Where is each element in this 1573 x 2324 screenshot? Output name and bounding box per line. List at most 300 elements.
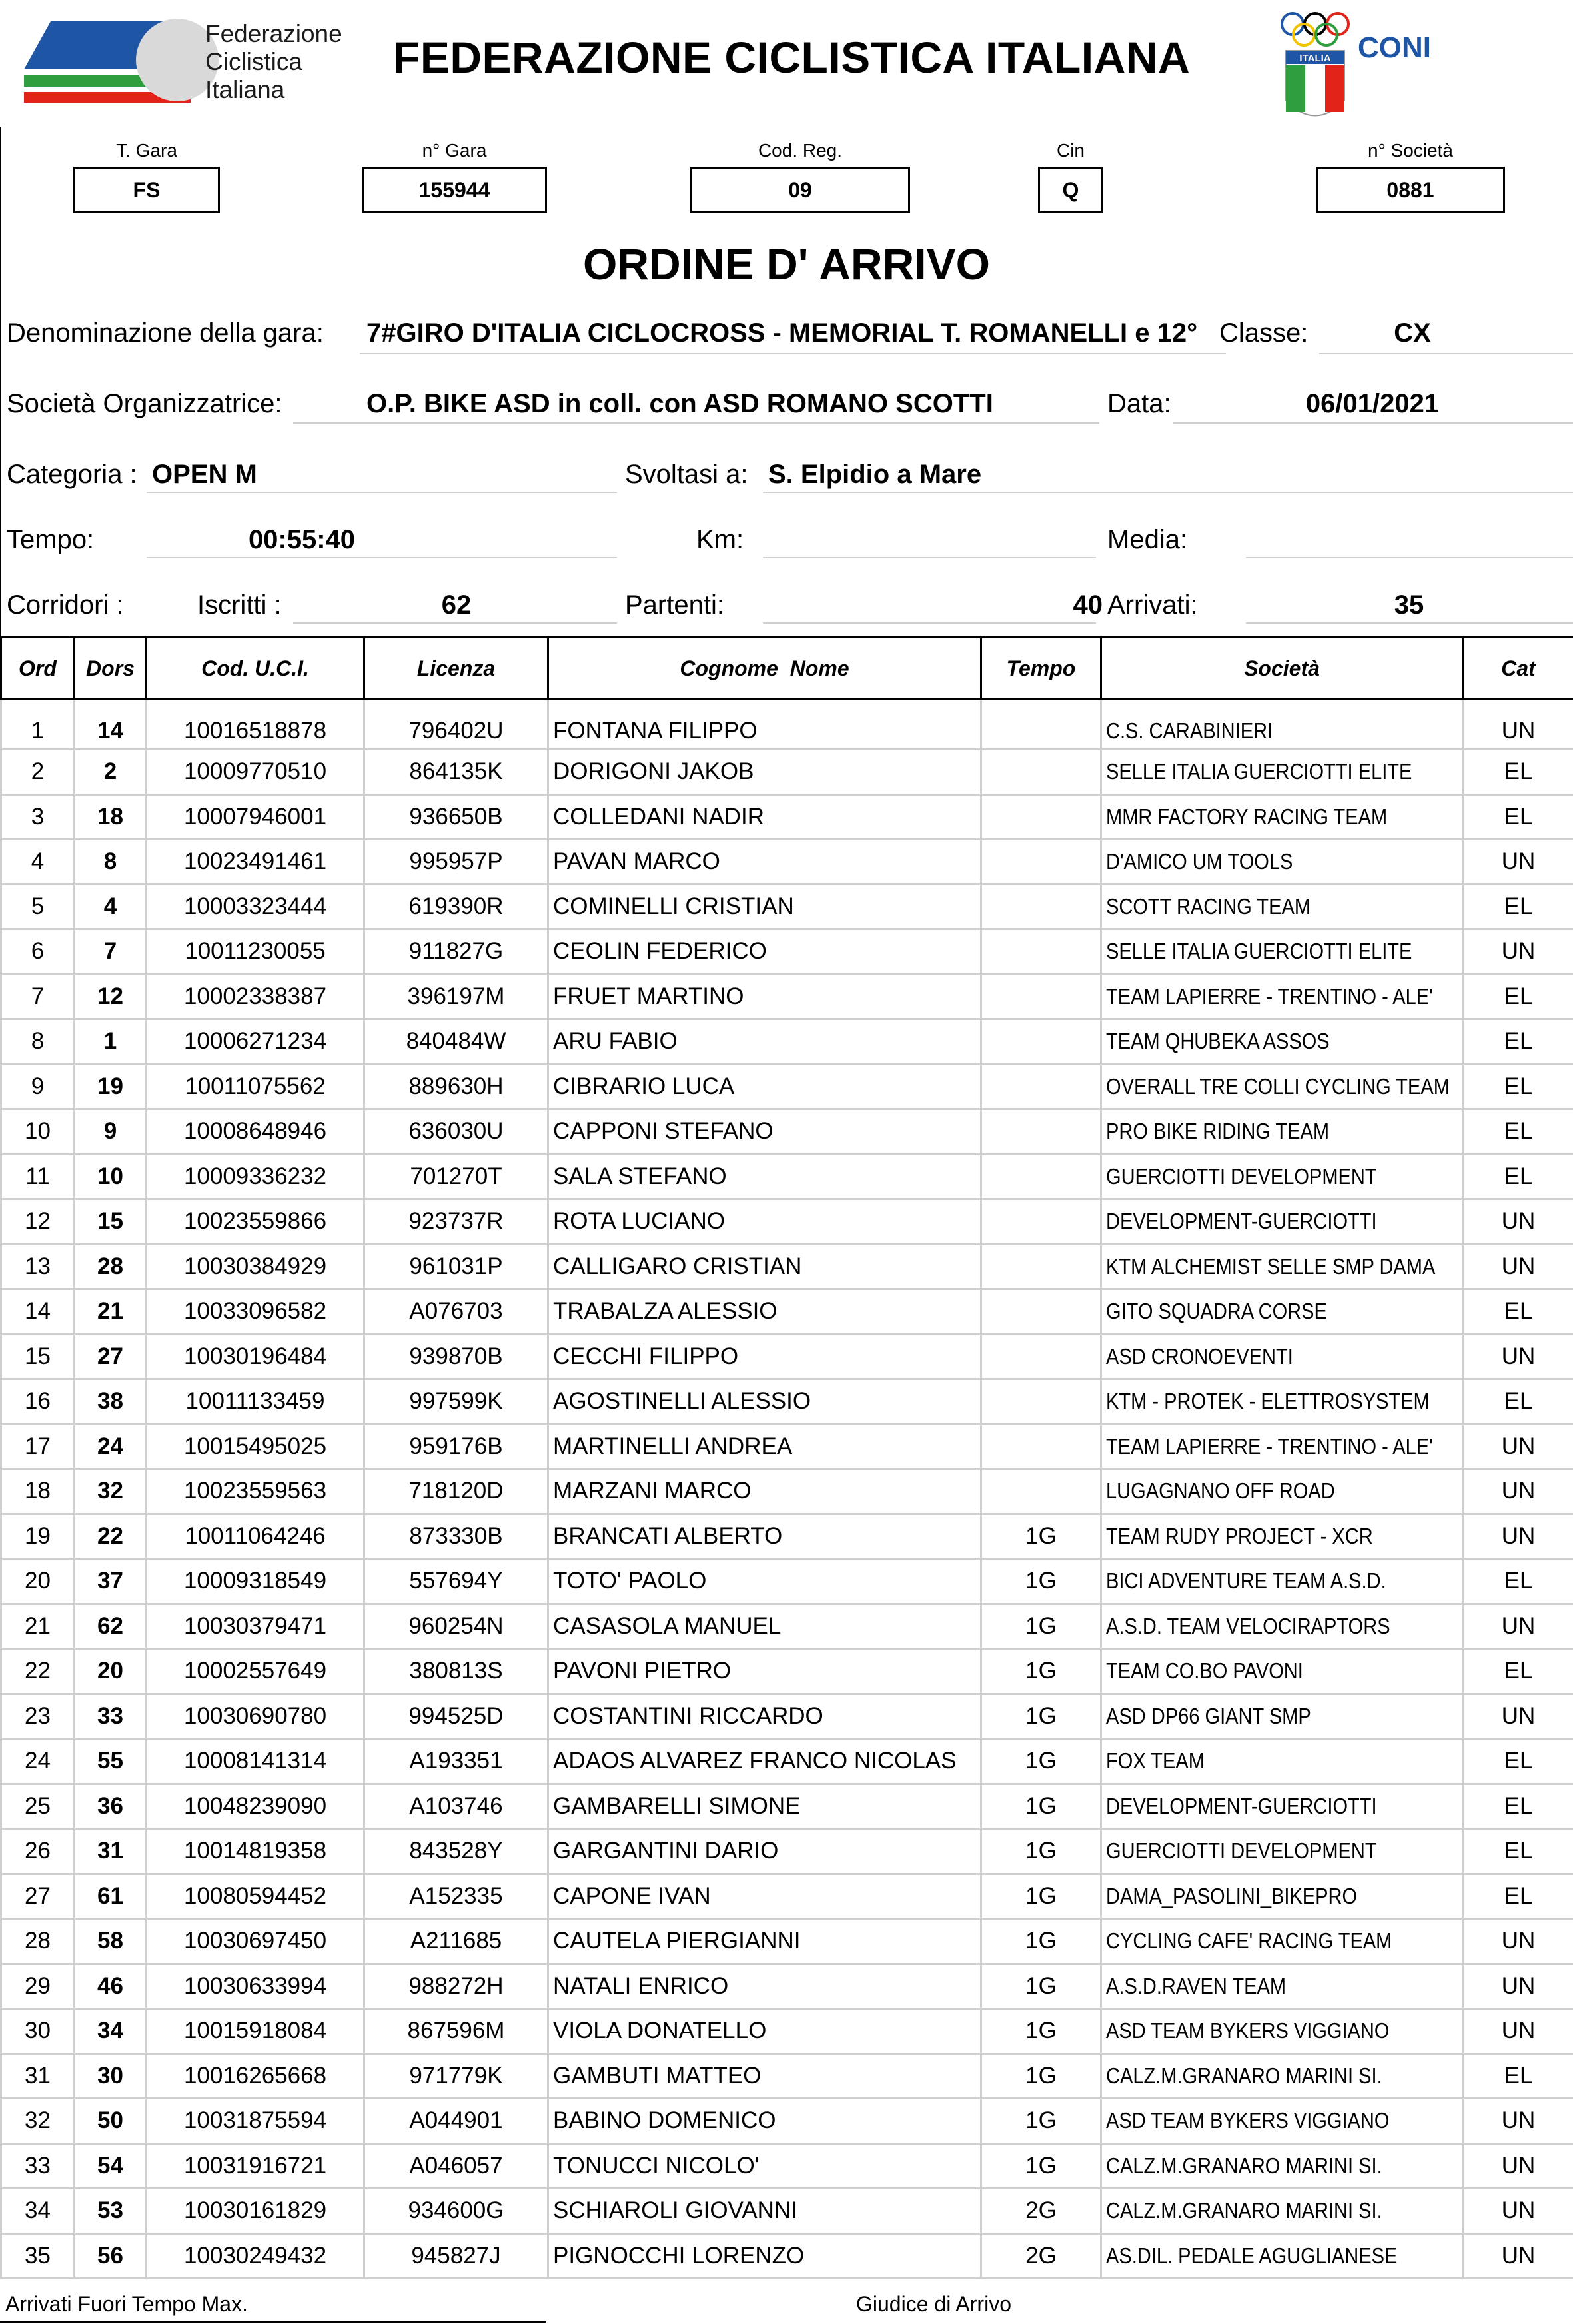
table-row	[1, 1469, 1573, 1514]
cell-name-text: COMINELLI CRISTIAN	[553, 893, 794, 919]
cell-ord-text: 22	[25, 1658, 51, 1684]
coni-shield-text: ITALIA	[1299, 53, 1331, 64]
cell-tempo	[981, 700, 1101, 750]
cell-licenza-text: 864135K	[409, 758, 503, 785]
cell-ord	[1, 1244, 75, 1289]
cell-name-text: ARU FABIO	[553, 1028, 678, 1055]
cell-tempo	[981, 1424, 1101, 1469]
cell-licenza-text: A044901	[409, 2107, 503, 2134]
cell-cat-text: EL	[1504, 1838, 1533, 1864]
data-value: 06/01/2021	[1305, 389, 1440, 418]
cell-cod-uci	[147, 884, 364, 929]
cell-societa	[1101, 2099, 1463, 2144]
cell-licenza-text: 873330B	[409, 1522, 503, 1549]
cell-dors-text: 46	[97, 1972, 123, 1999]
cell-licenza	[364, 1019, 548, 1065]
cell-licenza-text: A152335	[409, 1882, 503, 1909]
cell-dors	[75, 974, 147, 1019]
cell-name	[548, 750, 981, 795]
cell-ord-text: 24	[25, 1748, 51, 1774]
cell-licenza-text: A193351	[409, 1748, 503, 1774]
logo-line-3: Italiana	[205, 76, 285, 103]
cell-cat	[1463, 1559, 1573, 1604]
cell-societa-text: TEAM LAPIERRE - TRENTINO - ALE'	[1106, 1433, 1433, 1458]
cell-name-text: BABINO DOMENICO	[553, 2107, 776, 2134]
cell-licenza-text: 945827J	[411, 2242, 501, 2269]
cell-societa	[1101, 1784, 1463, 1829]
cell-cod-uci	[147, 794, 364, 840]
societa-underline	[293, 422, 1099, 424]
cell-cat	[1463, 840, 1573, 885]
table-row	[1, 1289, 1573, 1335]
cell-cod-uci-text: 10016265668	[183, 2062, 327, 2089]
cell-societa	[1101, 974, 1463, 1019]
table-row	[1, 2053, 1573, 2099]
categoria-value: OPEN M	[152, 460, 257, 489]
cell-name-text: CALLIGARO CRISTIAN	[553, 1253, 802, 1279]
cell-tempo-text: 1G	[1025, 2062, 1057, 2089]
table-row	[1, 1019, 1573, 1065]
cell-licenza	[364, 700, 548, 750]
cell-ord-text: 4	[31, 848, 45, 875]
cell-tempo	[981, 1109, 1101, 1155]
cell-dors-text: 54	[97, 2152, 123, 2179]
cell-licenza	[364, 2233, 548, 2279]
cell-cat	[1463, 1379, 1573, 1425]
cell-societa-text: GUERCIOTTI DEVELOPMENT	[1106, 1838, 1377, 1864]
cell-name-text: PIGNOCCHI LORENZO	[553, 2242, 805, 2269]
cell-name-text: TOTO' PAOLO	[553, 1568, 707, 1594]
cell-licenza	[364, 1559, 548, 1604]
cell-ord	[1, 1964, 75, 2009]
cell-societa-text: A.S.D.RAVEN TEAM	[1106, 1973, 1287, 1998]
cell-tempo	[981, 1604, 1101, 1649]
cell-dors	[75, 1874, 147, 1919]
table-row	[1, 1829, 1573, 1874]
cell-societa-text: DAMA_PASOLINI_BIKEPRO	[1106, 1883, 1358, 1908]
cell-tempo-text: 1G	[1025, 1792, 1057, 1819]
cell-name	[548, 1964, 981, 2009]
cell-cod-uci	[147, 750, 364, 795]
iscritti-value: 62	[441, 590, 472, 620]
cell-licenza-text: 889630H	[408, 1073, 504, 1099]
cell-cod-uci-text: 10030384929	[183, 1253, 327, 1279]
cell-licenza-text: 923737R	[408, 1208, 504, 1235]
cell-cod-uci-text: 10033096582	[183, 1298, 327, 1325]
cell-name-text: CAPPONI STEFANO	[553, 1118, 774, 1145]
cell-name	[548, 1379, 981, 1425]
tempo-underline	[147, 557, 617, 558]
cell-societa	[1101, 700, 1463, 750]
cell-cat-text: EL	[1504, 1568, 1533, 1594]
table-row	[1, 700, 1573, 750]
cell-name	[548, 1874, 981, 1919]
cell-cod-uci-text: 10023559563	[183, 1478, 327, 1504]
cell-ord	[1, 2233, 75, 2279]
cell-licenza-text: 557694Y	[409, 1568, 503, 1594]
cell-ord-text: 12	[25, 1208, 51, 1235]
table-row	[1, 794, 1573, 840]
cell-dors-text: 18	[97, 803, 123, 830]
cell-licenza	[364, 1874, 548, 1919]
cell-societa-text: PRO BIKE RIDING TEAM	[1106, 1119, 1330, 1144]
cell-ord	[1, 794, 75, 840]
cell-cat	[1463, 2099, 1573, 2144]
arrivati-label: Arrivati:	[1107, 590, 1198, 620]
cell-cod-uci	[147, 1064, 364, 1109]
cell-cat	[1463, 2143, 1573, 2189]
cell-name-text: SCHIAROLI GIOVANNI	[553, 2197, 797, 2224]
table-row	[1, 1874, 1573, 1919]
cell-societa	[1101, 1244, 1463, 1289]
cell-societa	[1101, 1514, 1463, 1559]
cell-societa-text: DEVELOPMENT-GUERCIOTTI	[1106, 1793, 1377, 1818]
cell-name	[548, 1919, 981, 1964]
cell-tempo	[981, 884, 1101, 929]
cell-societa	[1101, 2053, 1463, 2099]
cell-societa	[1101, 1964, 1463, 2009]
cell-ord	[1, 1199, 75, 1245]
table-row	[1, 884, 1573, 929]
table-row	[1, 1199, 1573, 1245]
cell-cat	[1463, 1829, 1573, 1874]
cin-label: Cin	[1056, 140, 1085, 161]
table-row	[1, 1109, 1573, 1155]
cell-tempo	[981, 2099, 1101, 2144]
cell-dors-text: 19	[97, 1073, 123, 1099]
cell-cat	[1463, 1964, 1573, 2009]
cell-cod-uci-text: 10007946001	[183, 803, 327, 830]
cell-licenza-text: 934600G	[408, 2197, 504, 2224]
cell-name-text: TRABALZA ALESSIO	[553, 1298, 778, 1325]
cell-societa-text: GITO SQUADRA CORSE	[1106, 1299, 1327, 1324]
cell-societa	[1101, 840, 1463, 885]
cell-licenza	[364, 1289, 548, 1335]
cell-societa	[1101, 1469, 1463, 1514]
table-row	[1, 2233, 1573, 2279]
cell-dors-text: 58	[97, 1928, 123, 1954]
cell-cod-uci-text: 10016518878	[183, 718, 327, 744]
cell-societa	[1101, 1109, 1463, 1155]
cell-dors	[75, 1649, 147, 1694]
cell-dors	[75, 1154, 147, 1199]
fci-logo-text	[205, 20, 342, 104]
cell-cod-uci-text: 10031875594	[183, 2107, 327, 2134]
cell-licenza-text: 936650B	[409, 803, 503, 830]
cell-cod-uci-text: 10002338387	[183, 983, 327, 1009]
cell-cod-uci-text: 10006271234	[183, 1028, 327, 1055]
categoria-label: Categoria :	[7, 460, 137, 489]
cell-dors-text: 27	[97, 1343, 123, 1369]
cell-societa	[1101, 750, 1463, 795]
cell-societa-text: ASD CRONOEVENTI	[1106, 1343, 1293, 1369]
cell-name-text: NATALI ENRICO	[553, 1972, 729, 1999]
logo-line-2: Ciclistica	[205, 48, 302, 75]
cell-cat	[1463, 1199, 1573, 1245]
cell-dors	[75, 1199, 147, 1245]
cell-tempo	[981, 1919, 1101, 1964]
table-row	[1, 1964, 1573, 2009]
document-title: ORDINE D' ARRIVO	[583, 239, 990, 289]
cell-cod-uci-text: 10023491461	[183, 848, 327, 875]
cell-licenza	[364, 794, 548, 840]
cell-tempo	[981, 840, 1101, 885]
cell-societa	[1101, 1199, 1463, 1245]
cell-ord-text: 13	[25, 1253, 51, 1279]
cell-tempo	[981, 2143, 1101, 2189]
cell-name-text: CAUTELA PIERGIANNI	[553, 1928, 801, 1954]
cell-tempo	[981, 1064, 1101, 1109]
cell-name-text: GARGANTINI DARIO	[553, 1838, 779, 1864]
cell-tempo-text: 1G	[1025, 1972, 1057, 1999]
cell-cat-text: EL	[1504, 1882, 1533, 1909]
cell-cat-text: UN	[1501, 2107, 1536, 2134]
cell-ord	[1, 1919, 75, 1964]
cell-tempo	[981, 1334, 1101, 1379]
cell-dors-text: 56	[97, 2242, 123, 2269]
cell-cat	[1463, 2189, 1573, 2234]
cell-cod-uci	[147, 1109, 364, 1155]
cell-cat-text: EL	[1504, 758, 1533, 785]
table-row	[1, 1919, 1573, 1964]
cell-cat	[1463, 1289, 1573, 1335]
cell-societa-text: CALZ.M.GRANARO MARINI SI.	[1106, 2198, 1382, 2223]
cell-name-text: FONTANA FILIPPO	[553, 718, 758, 744]
cell-dors-text: 21	[97, 1298, 123, 1325]
cell-licenza	[364, 1469, 548, 1514]
cell-cod-uci	[147, 929, 364, 975]
denominazione-value: 7#GIRO D'ITALIA CICLOCROSS - MEMORIAL T. ROMANELLI e 12°	[366, 318, 1198, 348]
cell-ord-text: 23	[25, 1702, 51, 1729]
cell-tempo	[981, 1154, 1101, 1199]
cell-name-text: DORIGONI JAKOB	[553, 758, 754, 785]
cell-name	[548, 1334, 981, 1379]
cell-cod-uci	[147, 1289, 364, 1335]
cell-societa-text: ASD TEAM BYKERS VIGGIANO	[1106, 2018, 1390, 2043]
cell-cod-uci	[147, 1649, 364, 1694]
cell-name	[548, 1604, 981, 1649]
cell-tempo	[981, 1244, 1101, 1289]
results-table	[0, 636, 1573, 2279]
cell-tempo	[981, 2189, 1101, 2234]
cell-name-text: CAPONE IVAN	[553, 1882, 711, 1909]
cell-cod-uci	[147, 1379, 364, 1425]
cell-societa	[1101, 1649, 1463, 1694]
cell-dors-text: 2	[103, 758, 117, 785]
cell-licenza	[364, 1829, 548, 1874]
cell-name-text: PAVAN MARCO	[553, 848, 720, 875]
cell-name-text: BRANCATI ALBERTO	[553, 1522, 783, 1549]
cell-ord	[1, 2143, 75, 2189]
cell-societa-text: AS.DIL. PEDALE AGUGLIANESE	[1106, 2243, 1398, 2268]
cell-societa	[1101, 1379, 1463, 1425]
cell-cod-uci	[147, 840, 364, 885]
table-row	[1, 929, 1573, 975]
table-row	[1, 1244, 1573, 1289]
cell-tempo	[981, 1739, 1101, 1784]
cell-dors-text: 37	[97, 1568, 123, 1594]
cell-cod-uci	[147, 2189, 364, 2234]
cell-cat	[1463, 1424, 1573, 1469]
cell-tempo-text: 1G	[1025, 2107, 1057, 2134]
col-header-cat: Cat	[1463, 638, 1573, 700]
cell-name-text: CASASOLA MANUEL	[553, 1612, 782, 1639]
cell-cat	[1463, 2053, 1573, 2099]
cell-cat	[1463, 1244, 1573, 1289]
cell-cod-uci-text: 10009770510	[183, 758, 327, 785]
cell-ord-text: 21	[25, 1612, 51, 1639]
cell-societa	[1101, 884, 1463, 929]
cell-societa-text: MMR FACTORY RACING TEAM	[1106, 804, 1388, 829]
cell-cat-text: EL	[1504, 1792, 1533, 1819]
cell-ord	[1, 1559, 75, 1604]
table-row	[1, 2189, 1573, 2234]
cell-name	[548, 1829, 981, 1874]
cell-tempo	[981, 2009, 1101, 2054]
cell-tempo	[981, 1559, 1101, 1604]
table-row	[1, 840, 1573, 885]
cell-ord-text: 30	[25, 2018, 51, 2044]
cell-societa-text: TEAM LAPIERRE - TRENTINO - ALE'	[1106, 983, 1433, 1009]
cell-name	[548, 929, 981, 975]
cell-licenza-text: 960254N	[408, 1612, 504, 1639]
cell-cat-text: UN	[1501, 1208, 1536, 1235]
cell-cat-text: UN	[1501, 1702, 1536, 1729]
table-row	[1, 1154, 1573, 1199]
cell-licenza-text: 619390R	[408, 893, 504, 919]
cell-dors	[75, 1424, 147, 1469]
cell-societa-text: FOX TEAM	[1106, 1748, 1205, 1774]
cell-cod-uci	[147, 1334, 364, 1379]
cell-tempo	[981, 794, 1101, 840]
cell-ord-text: 5	[31, 893, 45, 919]
cell-licenza	[364, 1109, 548, 1155]
table-row	[1, 2143, 1573, 2189]
cell-licenza-text: 961031P	[409, 1253, 503, 1279]
cell-cat-text: UN	[1501, 1612, 1536, 1639]
cell-societa	[1101, 1289, 1463, 1335]
cell-licenza-text: 380813S	[409, 1658, 503, 1684]
table-body	[1, 700, 1573, 2279]
cell-licenza	[364, 1244, 548, 1289]
denominazione-label: Denominazione della gara:	[7, 318, 324, 348]
cell-cod-uci	[147, 974, 364, 1019]
cell-tempo	[981, 1379, 1101, 1425]
arrivati-underline	[1246, 622, 1573, 624]
cell-cod-uci-text: 10011133459	[185, 1388, 325, 1415]
cell-societa	[1101, 2143, 1463, 2189]
cell-cat-text: UN	[1501, 1928, 1536, 1954]
cell-ord	[1, 929, 75, 975]
cell-licenza-text: 997599K	[409, 1388, 503, 1415]
cell-licenza	[364, 750, 548, 795]
cell-ord-text: 14	[25, 1298, 51, 1325]
cell-licenza-text: 994525D	[408, 1702, 504, 1729]
cell-licenza-text: 718120D	[408, 1478, 504, 1504]
table-row	[1, 1064, 1573, 1109]
cell-dors-text: 14	[97, 718, 123, 744]
cell-dors-text: 30	[97, 2062, 123, 2089]
data-label: Data:	[1107, 389, 1171, 418]
cell-tempo	[981, 1289, 1101, 1335]
cell-licenza	[364, 929, 548, 975]
cell-ord	[1, 1154, 75, 1199]
cell-ord	[1, 1874, 75, 1919]
col-header-cod-uci: Cod. U.C.I.	[147, 638, 364, 700]
cell-tempo	[981, 2233, 1101, 2279]
cell-name-text: COLLEDANI NADIR	[553, 803, 765, 830]
cell-dors	[75, 1379, 147, 1425]
table-row	[1, 1559, 1573, 1604]
svoltasi-label: Svoltasi a:	[625, 460, 748, 489]
table-row	[1, 1334, 1573, 1379]
cell-ord	[1, 1784, 75, 1829]
cell-cod-uci	[147, 1514, 364, 1559]
cell-societa-text: CALZ.M.GRANARO MARINI SI.	[1106, 2153, 1382, 2178]
cell-dors	[75, 2143, 147, 2189]
cell-ord-text: 15	[25, 1343, 51, 1369]
cell-cat-text: EL	[1504, 1748, 1533, 1774]
cell-licenza-text: 995957P	[409, 848, 503, 875]
cell-dors	[75, 794, 147, 840]
cell-ord	[1, 1514, 75, 1559]
logo-line-1: Federazione	[205, 20, 342, 47]
cell-cat	[1463, 1874, 1573, 1919]
cell-dors-text: 61	[97, 1882, 123, 1909]
cell-dors	[75, 1109, 147, 1155]
cell-dors	[75, 1334, 147, 1379]
cell-cat-text: EL	[1504, 1658, 1533, 1684]
table-row	[1, 1784, 1573, 1829]
media-underline	[1246, 557, 1573, 558]
cell-ord-text: 27	[25, 1882, 51, 1909]
cell-ord	[1, 1019, 75, 1065]
cell-ord-text: 6	[31, 938, 45, 965]
cell-tempo	[981, 1829, 1101, 1874]
cell-dors	[75, 1829, 147, 1874]
cell-dors	[75, 1064, 147, 1109]
cell-cod-uci	[147, 1784, 364, 1829]
tempo-label: Tempo:	[7, 525, 95, 554]
cell-dors	[75, 1919, 147, 1964]
cell-cat-text: UN	[1501, 1253, 1536, 1279]
cell-dors	[75, 1019, 147, 1065]
cell-cod-uci	[147, 1154, 364, 1199]
cell-cat-text: UN	[1501, 1478, 1536, 1504]
cell-name-text: GAMBARELLI SIMONE	[553, 1792, 801, 1819]
cell-cod-uci	[147, 1244, 364, 1289]
cell-ord	[1, 1469, 75, 1514]
cell-dors	[75, 750, 147, 795]
cell-cod-uci-text: 10080594452	[183, 1882, 327, 1909]
cell-dors	[75, 884, 147, 929]
corridori-label: Corridori :	[7, 590, 124, 620]
cell-licenza	[364, 2009, 548, 2054]
table-row	[1, 1424, 1573, 1469]
svoltasi-underline	[763, 492, 1573, 493]
cell-cat-text: EL	[1504, 1163, 1533, 1189]
table-row	[1, 2009, 1573, 2054]
cell-licenza-text: A046057	[409, 2152, 503, 2179]
cell-name-text: CECCHI FILIPPO	[553, 1343, 739, 1369]
cell-ord	[1, 1334, 75, 1379]
cell-societa-text: SELLE ITALIA GUERCIOTTI ELITE	[1106, 939, 1412, 964]
cell-licenza	[364, 2099, 548, 2144]
cell-dors	[75, 2099, 147, 2144]
cell-licenza	[364, 1199, 548, 1245]
km-label: Km:	[696, 525, 744, 554]
data-underline	[1173, 422, 1573, 424]
